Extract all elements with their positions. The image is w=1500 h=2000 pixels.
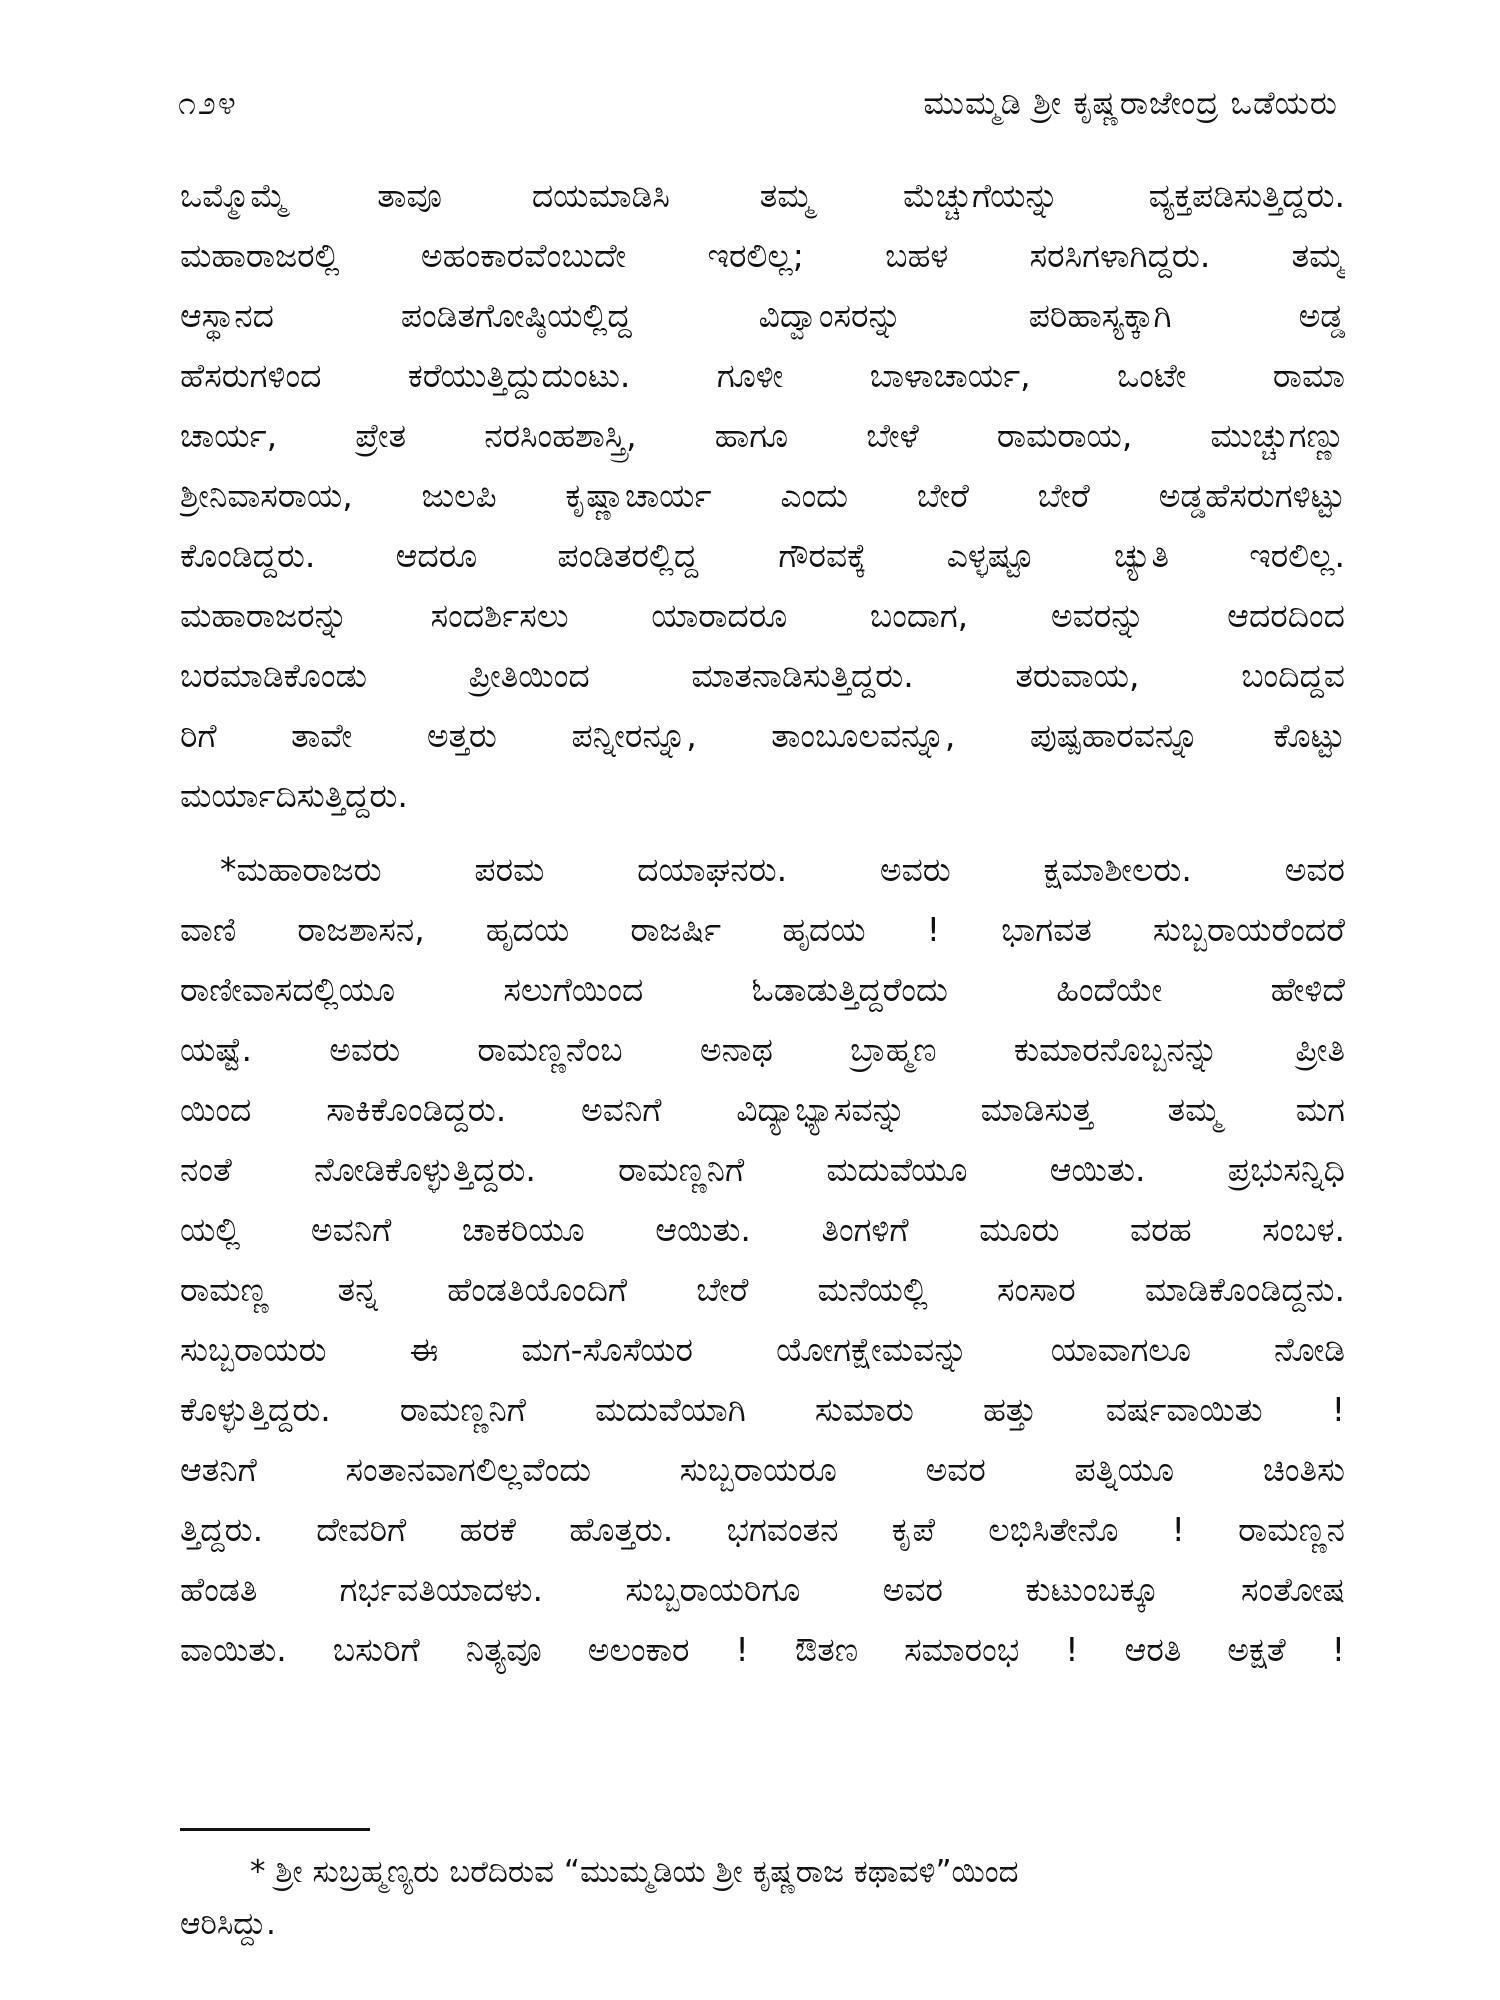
text-line: ವಾಣಿ ರಾಜಶಾಸನ, ಹೃದಯ ರಾಜರ್ಷಿ ಹೃದಯ ! ಭಾಗವತ ಸುಬ್ಬರಾಯರೆಂದರೆ bbox=[180, 910, 1345, 949]
text-line: *ಮಹಾರಾಜರು ಪರಮ ದಯಾಘನರು. ಅವರು ಕ್ಷಮಾಶೀಲರು. ಅವರ bbox=[220, 850, 1345, 889]
body-text bbox=[180, 166, 1345, 1680]
text-line: ಆತನಿಗೆ ಸಂತಾನವಾಗಲಿಲ್ಲವೆಂದು ಸುಬ್ಬರಾಯರೂ ಅವರ ಪತ್ನಿಯೂ ಚಿಂತಿಸು bbox=[180, 1450, 1345, 1489]
running-title: ಮುಮ್ಮಡಿ ಶ್ರೀ ಕೃಷ್ಣರಾಜೇಂದ್ರ ಒಡೆಯರು bbox=[923, 84, 1338, 122]
text-line: ಯಲ್ಲಿ ಅವನಿಗೆ ಚಾಕರಿಯೂ ಆಯಿತು. ತಿಂಗಳಿಗೆ ಮೂರು ವರಹ ಸಂಬಳ. bbox=[180, 1210, 1345, 1249]
footnote-line: * ಶ್ರೀ ಸುಬ್ರಹ್ಮಣ್ಯರು ಬರೆದಿರುವ “ಮುಮ್ಮಡಿಯ ಶ್ರೀ ಕೃಷ್ಣರಾಜ ಕಥಾವಳಿ”ಯಿಂದ bbox=[250, 1854, 1019, 1890]
text-line: ರಾಣೀವಾಸದಲ್ಲಿಯೂ ಸಲುಗೆಯಿಂದ ಓಡಾಡುತ್ತಿದ್ದರೆಂದು ಹಿಂದೆಯೇ ಹೇಳಿದೆ bbox=[180, 970, 1345, 1009]
text-line: ಯಷ್ಟೆ. ಅವರು ರಾಮಣ್ಣನೆಂಬ ಅನಾಥ ಬ್ರಾಹ್ಮಣ ಕುಮಾರನೊಬ್ಬನನ್ನು ಪ್ರೀತಿ bbox=[180, 1030, 1345, 1069]
text-line: ಒಮ್ಮೊಮ್ಮೆ ತಾವೂ ದಯಮಾಡಿಸಿ ತಮ್ಮ ಮೆಚ್ಚುಗೆಯನ್ನು ವ್ಯಕ್ತಪಡಿಸುತ್ತಿದ್ದರು. bbox=[180, 176, 1345, 215]
text-line: ವಾಯಿತು. ಬಸುರಿಗೆ ನಿತ್ಯವೂ ಅಲಂಕಾರ ! ಔತಣ ಸಮಾರಂಭ ! ಆರತಿ ಅಕ್ಷತೆ ! bbox=[180, 1630, 1345, 1669]
text-line: ಮರ್ಯಾದಿಸುತ್ತಿದ್ದರು. bbox=[180, 776, 408, 815]
text-line: ಹೆಸರುಗಳಿಂದ ಕರೆಯುತ್ತಿದ್ದುದುಂಟು. ಗೂಳೀ ಬಾಳಾಚಾರ್ಯ, ಒಂಟೇ ರಾಮಾ bbox=[180, 356, 1345, 395]
footnote bbox=[180, 1846, 1345, 1950]
text-line: ತ್ತಿದ್ದರು. ದೇವರಿಗೆ ಹರಕೆ ಹೊತ್ತರು. ಭಗವಂತನ ಕೃಪೆ ಲಭಿಸಿತೇನೊ ! ರಾಮಣ್ಣನ bbox=[180, 1510, 1345, 1549]
paragraph-2 bbox=[180, 840, 1345, 1680]
text-line: ಯಿಂದ ಸಾಕಿಕೊಂಡಿದ್ದರು. ಅವನಿಗೆ ವಿದ್ಯಾಭ್ಯಾಸವನ್ನು ಮಾಡಿಸುತ್ತ ತಮ್ಮ ಮಗ bbox=[180, 1090, 1345, 1129]
text-line: ನಂತೆ ನೋಡಿಕೊಳ್ಳುತ್ತಿದ್ದರು. ರಾಮಣ್ಣನಿಗೆ ಮದುವೆಯೂ ಆಯಿತು. ಪ್ರಭುಸನ್ನಿಧಿ bbox=[180, 1150, 1345, 1189]
text-line: ಚಾರ್ಯ, ಪ್ರೇತ ನರಸಿಂಹಶಾಸ್ತ್ರಿ, ಹಾಗೂ ಬೇಳೆ ರಾಮರಾಯ, ಮುಚ್ಚುಗಣ್ಣು bbox=[180, 416, 1345, 455]
footnote-line: ಆರಿಸಿದ್ದು. bbox=[180, 1906, 276, 1942]
text-line: ಕೊಂಡಿದ್ದರು. ಆದರೂ ಪಂಡಿತರಲ್ಲಿದ್ದ ಗೌರವಕ್ಕೆ ಎಳ್ಳಷ್ಟೂ ಚ್ಯುತಿ ಇರಲಿಲ್ಲ. bbox=[180, 536, 1345, 575]
paragraph-gap bbox=[180, 826, 1345, 840]
page-header bbox=[178, 78, 1338, 128]
text-line: ಮಹಾರಾಜರಲ್ಲಿ ಅಹಂಕಾರವೆಂಬುದೇ ಇರಲಿಲ್ಲ; ಬಹಳ ಸರಸಿಗಳಾಗಿದ್ದರು. ತಮ್ಮ bbox=[180, 236, 1345, 275]
text-line: ಕೊಳ್ಳುತ್ತಿದ್ದರು. ರಾಮಣ್ಣನಿಗೆ ಮದುವೆಯಾಗಿ ಸುಮಾರು ಹತ್ತು ವರ್ಷವಾಯಿತು ! bbox=[180, 1390, 1345, 1429]
text-line: ಹೆಂಡತಿ ಗರ್ಭವತಿಯಾದಳು. ಸುಬ್ಬರಾಯರಿಗೂ ಅವರ ಕುಟುಂಬಕ್ಕೂ ಸಂತೋಷ bbox=[180, 1570, 1345, 1609]
text-line: ಸುಬ್ಬರಾಯರು ಈ ಮಗ-ಸೊಸೆಯರ ಯೋಗಕ್ಷೇಮವನ್ನು ಯಾವಾಗಲೂ ನೋಡಿ bbox=[180, 1330, 1345, 1369]
text-line: ಬರಮಾಡಿಕೊಂಡು ಪ್ರೀತಿಯಿಂದ ಮಾತನಾಡಿಸುತ್ತಿದ್ದರು. ತರುವಾಯ, ಬಂದಿದ್ದವ bbox=[180, 656, 1345, 695]
text-line: ರಿಗೆ ತಾವೇ ಅತ್ತರು ಪನ್ನೀರನ್ನೂ, ತಾಂಬೂಲವನ್ನೂ, ಪುಷ್ಪಹಾರವನ್ನೂ ಕೊಟ್ಟು bbox=[180, 716, 1345, 755]
paragraph-1 bbox=[180, 166, 1345, 826]
text-line: ಮಹಾರಾಜರನ್ನು ಸಂದರ್ಶಿಸಲು ಯಾರಾದರೂ ಬಂದಾಗ, ಅವರನ್ನು ಆದರದಿಂದ bbox=[180, 596, 1345, 635]
footnote-divider bbox=[180, 1828, 370, 1831]
text-line: ರಾಮಣ್ಣ ತನ್ನ ಹೆಂಡತಿಯೊಂದಿಗೆ ಬೇರೆ ಮನೆಯಲ್ಲಿ ಸಂಸಾರ ಮಾಡಿಕೊಂಡಿದ್ದನು. bbox=[180, 1270, 1345, 1309]
page-number: ೧೨೪ bbox=[178, 84, 238, 122]
text-line: ಶ್ರೀನಿವಾಸರಾಯ, ಜುಲಪಿ ಕೃಷ್ಣಾಚಾರ್ಯ ಎಂದು ಬೇರೆ ಬೇರೆ ಅಡ್ಡಹೆಸರುಗಳಿಟ್ಟು bbox=[180, 476, 1345, 515]
text-line: ಆಸ್ಥಾನದ ಪಂಡಿತಗೋಷ್ಠಿಯಲ್ಲಿದ್ದ ವಿದ್ವಾಂಸರನ್ನು ಪರಿಹಾಸ್ಯಕ್ಕಾಗಿ ಅಡ್ಡ bbox=[180, 296, 1345, 335]
